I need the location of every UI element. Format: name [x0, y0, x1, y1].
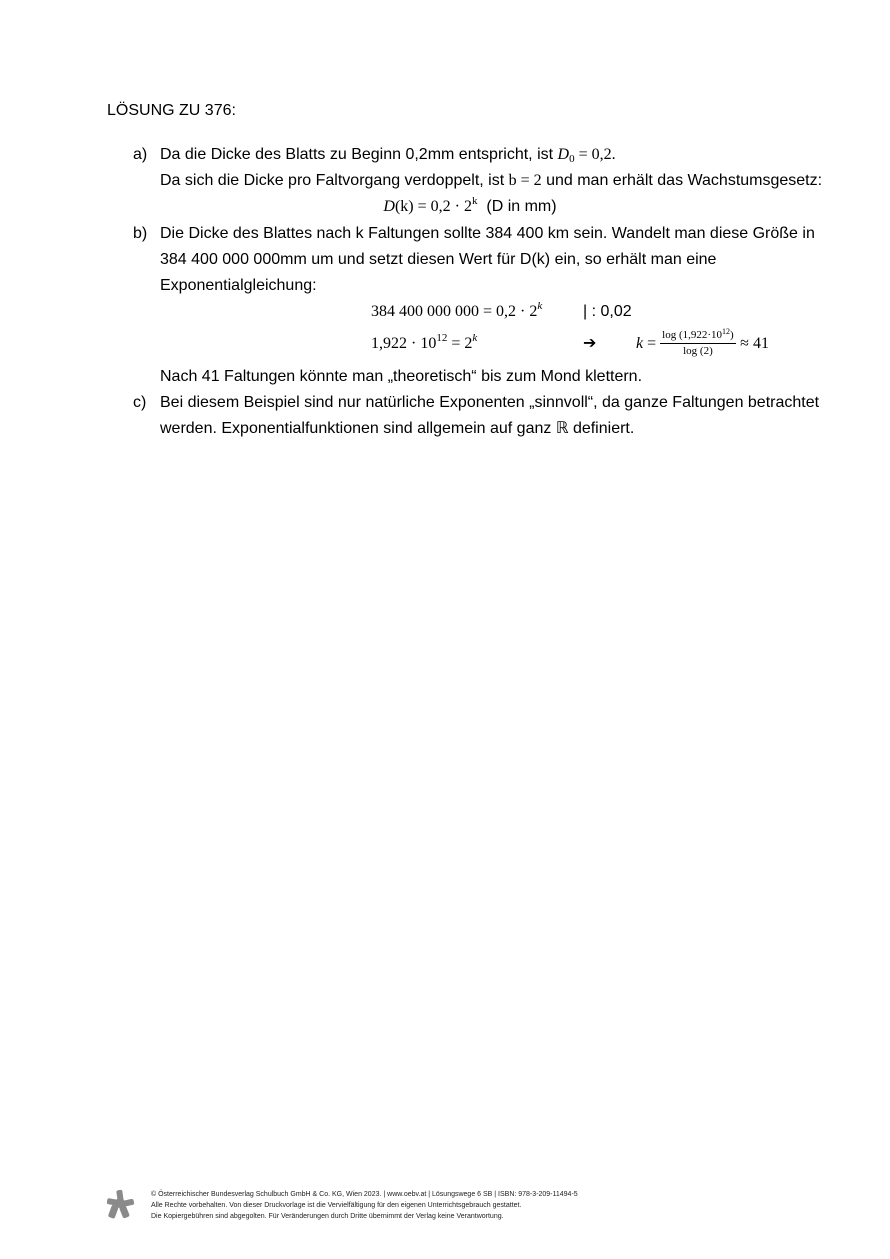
log-fraction-numerator	[660, 329, 736, 344]
oebv-logo-icon	[104, 1188, 136, 1220]
equation-2	[371, 334, 477, 354]
part-a-d-subscript: 0	[569, 153, 575, 165]
log-fraction-numerator-exponent: 12	[722, 327, 731, 337]
part-a-line-1-text: Da die Dicke des Blatts zu Beginn 0,2mm entspricht, ist	[160, 146, 558, 163]
log-fraction-denominator: log (2)	[683, 345, 713, 358]
growth-law-formula	[383, 195, 478, 215]
part-b-label: b)	[133, 225, 148, 242]
log-fraction-numerator-close: )	[730, 329, 734, 342]
part-a-line-2-text-after: und man erhält das Wachstumsgesetz:	[541, 172, 823, 189]
equation-2-lhs: 1,922 · 10	[371, 335, 437, 352]
equation-2-lhs-exponent: 12	[436, 332, 448, 344]
growth-law-unit-note: (D in mm)	[486, 198, 557, 215]
equation-2-rhs-exponent: k	[472, 332, 478, 344]
footer-copyright: © Österreichischer Bundesverlag Schulbuch GmbH & Co. KG, Wien 2023. | www.oebv.at | Lösungswege 6 SB | ISBN: 978-3-209-11494-5	[151, 1191, 578, 1198]
part-c-line-2: werden. Exponentialfunktionen sind allgemein auf ganz ℝ definiert.	[160, 420, 635, 437]
growth-law-d-symbol: D	[383, 198, 395, 215]
equation-1	[371, 302, 542, 322]
equation-1-exponent: k	[537, 300, 543, 312]
equation-1-operation: | : 0,02	[583, 303, 632, 320]
footer-fees: Die Kopiergebühren sind abgegolten. Für Veränderungen durch Dritte übernimmt der Verlag keine Verantwortung.	[151, 1213, 504, 1220]
part-b-conclusion: Nach 41 Faltungen könnte man „theoretisch“ bis zum Mond klettern.	[160, 368, 643, 385]
growth-law-expression: (k) = 0,2 · 2	[394, 198, 472, 215]
log-fraction-numerator-text: log (1,922·10	[662, 329, 723, 342]
part-c-label: c)	[133, 394, 147, 411]
part-a-line-2-text-before: Da sich die Dicke pro Faltvorgang verdoppelt, ist	[160, 172, 509, 189]
part-c-line-1: Bei diesem Beispiel sind nur natürliche Exponenten „sinnvoll“, da ganze Faltungen betrachtet	[160, 394, 820, 411]
k-symbol: k	[636, 335, 644, 352]
equation-2-rhs: = 2	[447, 335, 473, 352]
page-heading: LÖSUNG ZU 376:	[107, 102, 236, 119]
growth-law-exponent: k	[471, 195, 478, 207]
part-a-label: a)	[133, 146, 148, 163]
equation-1-lhs: 384 400 000 000 = 0,2 · 2	[371, 303, 538, 320]
part-b-line-3: Exponentialgleichung:	[160, 277, 317, 294]
part-b-line-1: Die Dicke des Blattes nach k Faltungen sollte 384 400 km sein. Wandelt man diese Größe in	[160, 225, 815, 242]
k-solution: k = $\frac{\log (1,922\cdot 10^{12})}{\log (2)}$ ≈ 41	[636, 327, 769, 358]
part-a-d-symbol: D	[557, 146, 570, 163]
footer-rights: Alle Rechte vorbehalten. Von dieser Druckvorlage ist die Vervielfältigung für den eigenen Unterrichtsgebrauch gestattet.	[151, 1202, 522, 1209]
part-a-d0-value: = 0,2.	[574, 146, 616, 163]
arrow-right-icon: ➔	[583, 335, 597, 352]
part-b-line-2: 384 400 000 000mm um und setzt diesen Wert für D(k) ein, so erhält man eine	[160, 251, 717, 268]
part-a-line-2	[160, 171, 822, 191]
k-approx-value: ≈ 41	[740, 335, 769, 352]
part-a-b-math: b = 2	[508, 172, 542, 189]
log-fraction	[660, 329, 736, 358]
part-a-d0-math	[558, 146, 616, 163]
part-a-formula	[160, 197, 780, 217]
part-a-line-1	[160, 145, 616, 165]
